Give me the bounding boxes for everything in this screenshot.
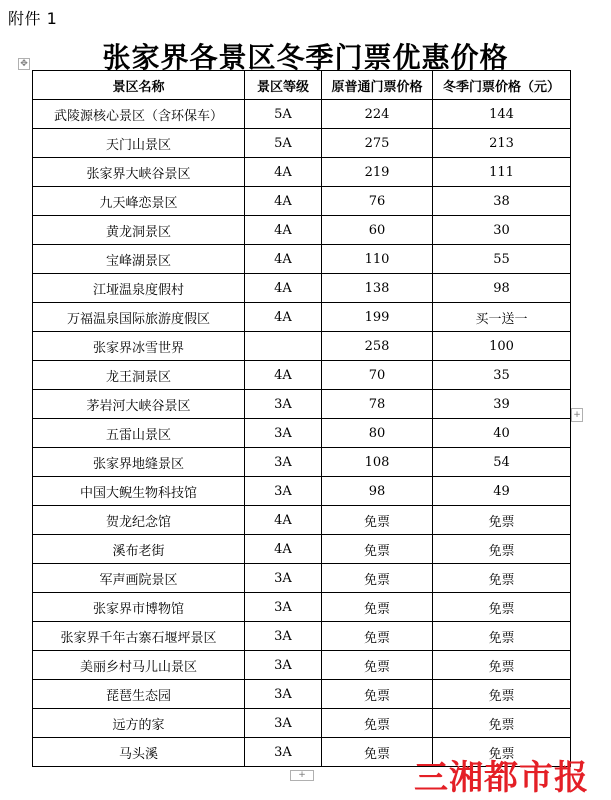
newspaper-watermark-logo: 三湘都市报 [414,758,589,798]
table-row [33,651,571,680]
table-row [33,390,571,419]
cell-original-price: 275 [322,129,433,158]
add-column-icon[interactable]: + [290,770,314,781]
attachment-label: 附件 1 [8,9,58,28]
cell-scenic-name: 溪布老街 [33,535,245,564]
cell-level: 5A [245,129,322,158]
cell-scenic-name: 贺龙纪念馆 [33,506,245,535]
cell-original-price: 76 [322,187,433,216]
cell-original-price: 免票 [322,709,433,738]
table-row [33,709,571,738]
table-row [33,622,571,651]
table-row [33,448,571,477]
table-move-icon[interactable]: ✥ [18,58,30,70]
table-row [33,245,571,274]
table-row [33,535,571,564]
cell-level: 3A [245,390,322,419]
cell-winter-price: 54 [433,448,571,477]
table-row [33,361,571,390]
table-row [33,593,571,622]
cell-level: 4A [245,506,322,535]
table-row [33,506,571,535]
price-table [32,70,571,767]
cell-level: 3A [245,593,322,622]
cell-scenic-name: 远方的家 [33,709,245,738]
cell-original-price: 108 [322,448,433,477]
table-row [33,564,571,593]
table-body [33,100,571,767]
cell-scenic-name: 中国大鲵生物科技馆 [33,477,245,506]
cell-original-price: 78 [322,390,433,419]
cell-original-price: 70 [322,361,433,390]
header-original-price: 原普通门票价格 [322,71,433,100]
cell-winter-price: 免票 [433,535,571,564]
cell-scenic-name: 天门山景区 [33,129,245,158]
cell-level: 4A [245,158,322,187]
cell-winter-price: 100 [433,332,571,361]
cell-winter-price: 39 [433,390,571,419]
table-row [33,680,571,709]
cell-level: 3A [245,680,322,709]
cell-scenic-name: 九天峰恋景区 [33,187,245,216]
add-row-icon[interactable]: + [571,408,583,422]
cell-scenic-name: 张家界市博物馆 [33,593,245,622]
cell-original-price: 224 [322,100,433,129]
cell-level: 5A [245,100,322,129]
cell-original-price: 免票 [322,680,433,709]
cell-scenic-name: 马头溪 [33,738,245,767]
cell-scenic-name: 军声画院景区 [33,564,245,593]
cell-original-price: 138 [322,274,433,303]
cell-winter-price: 35 [433,361,571,390]
table-row [33,303,571,332]
page-title: 张家界各景区冬季门票优惠价格 [102,41,509,74]
cell-scenic-name: 龙王洞景区 [33,361,245,390]
table-header-row [33,71,571,100]
cell-level: 3A [245,738,322,767]
cell-original-price: 110 [322,245,433,274]
cell-level: 4A [245,535,322,564]
cell-scenic-name: 张家界冰雪世界 [33,332,245,361]
cell-scenic-name: 宝峰湖景区 [33,245,245,274]
cell-level: 4A [245,245,322,274]
table-row [33,419,571,448]
table-row [33,477,571,506]
cell-level: 3A [245,564,322,593]
cell-winter-price: 买一送一 [433,303,571,332]
cell-scenic-name: 黄龙洞景区 [33,216,245,245]
cell-scenic-name: 张家界千年古寨石堰坪景区 [33,622,245,651]
cell-original-price: 免票 [322,564,433,593]
cell-winter-price: 213 [433,129,571,158]
cell-winter-price: 111 [433,158,571,187]
table-row [33,274,571,303]
cell-original-price: 199 [322,303,433,332]
cell-scenic-name: 万福温泉国际旅游度假区 [33,303,245,332]
cell-level: 4A [245,361,322,390]
cell-level: 4A [245,303,322,332]
cell-winter-price: 98 [433,274,571,303]
cell-level: 3A [245,622,322,651]
table-row [33,216,571,245]
cell-original-price: 免票 [322,535,433,564]
cell-original-price: 免票 [322,593,433,622]
header-winter-price: 冬季门票价格（元） [433,71,571,100]
cell-scenic-name: 武陵源核心景区（含环保车） [33,100,245,129]
table-row [33,129,571,158]
cell-original-price: 80 [322,419,433,448]
cell-scenic-name: 江垭温泉度假村 [33,274,245,303]
table-row [33,100,571,129]
cell-original-price: 98 [322,477,433,506]
cell-scenic-name: 张家界地缝景区 [33,448,245,477]
cell-winter-price: 免票 [433,506,571,535]
cell-winter-price: 免票 [433,593,571,622]
cell-level: 4A [245,187,322,216]
cell-level: 3A [245,419,322,448]
table-row [33,187,571,216]
cell-winter-price: 30 [433,216,571,245]
cell-level: 4A [245,274,322,303]
cell-level: 3A [245,709,322,738]
cell-original-price: 免票 [322,622,433,651]
cell-original-price: 免票 [322,738,433,767]
cell-winter-price: 144 [433,100,571,129]
cell-level: 3A [245,448,322,477]
cell-scenic-name: 茅岩河大峡谷景区 [33,390,245,419]
cell-original-price: 219 [322,158,433,187]
cell-winter-price: 38 [433,187,571,216]
cell-original-price: 60 [322,216,433,245]
header-scenic-name: 景区名称 [33,71,245,100]
cell-level [245,332,322,361]
cell-original-price: 免票 [322,506,433,535]
cell-winter-price: 49 [433,477,571,506]
cell-scenic-name: 美丽乡村马儿山景区 [33,651,245,680]
cell-winter-price: 免票 [433,680,571,709]
cell-level: 3A [245,651,322,680]
cell-winter-price: 免票 [433,622,571,651]
cell-original-price: 258 [322,332,433,361]
cell-scenic-name: 五雷山景区 [33,419,245,448]
table-row [33,332,571,361]
cell-original-price: 免票 [322,651,433,680]
cell-winter-price: 免票 [433,709,571,738]
cell-scenic-name: 琵琶生态园 [33,680,245,709]
cell-winter-price: 55 [433,245,571,274]
cell-winter-price: 40 [433,419,571,448]
cell-winter-price: 免票 [433,738,571,767]
cell-winter-price: 免票 [433,651,571,680]
table-row [33,158,571,187]
cell-level: 3A [245,477,322,506]
header-level: 景区等级 [245,71,322,100]
cell-winter-price: 免票 [433,564,571,593]
cell-scenic-name: 张家界大峡谷景区 [33,158,245,187]
cell-level: 4A [245,216,322,245]
